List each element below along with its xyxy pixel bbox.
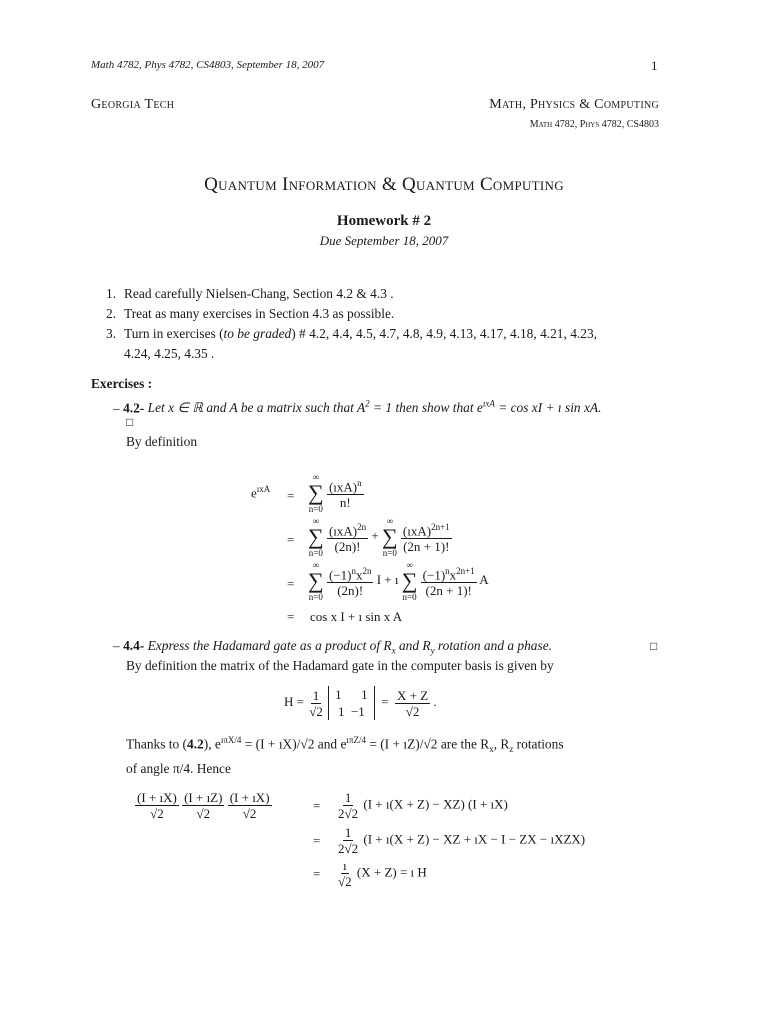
equals-sign: =: [287, 488, 295, 503]
equation-line-2: ∞ ∑ n=0 $\frac{(ıxA)^{2n}}{(2n)!}$ + ∞ ∑ n=0 $\frac{(ıxA)^{2n+1}}{(2n + 1)!}$: [308, 516, 450, 558]
equation-lhs: $e^{ıxA}$: [251, 484, 271, 501]
list-item: 2. Treat as many exercises in Section 4.3 as possible.: [106, 306, 395, 321]
equals-sign: =: [287, 609, 295, 624]
due-date: Due September 18, 2007: [319, 233, 449, 248]
institution: Georgia Tech: [91, 97, 175, 112]
department: Math, Physics & Computing: [489, 97, 659, 112]
product-lhs: $\frac{(I + ıX)}{√2}$ $\frac{(I + ıZ)}{√2}$ $\frac{(I + ıX)}{√2}$: [137, 790, 270, 821]
product-line-3: $\frac{ı}{√2}$ (X + Z) = ı H: [338, 858, 427, 889]
exercise-4-2-statement: – 4.2- Let x ∈ ℝ and A be a matrix such that $A^2 = 1$ then show that $e^{ıxA} = \cos$ xI + ı sin xA.: [113, 399, 602, 416]
list-item: 1. Read carefully Nielsen-Chang, Section 4.2 & 4.3 .: [106, 286, 394, 301]
product-line-1: $\frac{1}{2√2}$ (I + ı(X + Z) − XZ) (I + ıX): [338, 790, 508, 821]
running-head: Math 4782, Phys 4782, CS4803, September 18, 2007: [91, 59, 325, 71]
qed-symbol: □: [650, 639, 658, 653]
equals-sign: =: [313, 798, 321, 813]
equals-sign: =: [287, 532, 295, 547]
equation-line-1: ∞ ∑ n=0 $\frac{(ıxA)^n}{n!}$: [308, 472, 362, 514]
exercises-heading: Exercises :: [91, 376, 153, 391]
equals-sign: =: [313, 866, 321, 881]
hadamard-definition-text: By definition the matrix of the Hadamard gate in the computer basis is given by: [126, 658, 554, 673]
equation-line-4: cos x I + ı sin x A: [310, 609, 403, 624]
exercise-4-4-statement: – 4.4- Express the Hadamard gate as a product of $R_x$ and $R_y$ rotation and a phase.: [113, 638, 552, 656]
list-item: 3. Turn in exercises (to be graded) # 4.2, 4.4, 4.5, 4.7, 4.8, 4.9, 4.13, 4.17, 4.18, 4.21, 4.23, 4.24, 4.25, 4.35 .: [106, 326, 597, 361]
page-number: 1: [651, 58, 658, 73]
equals-sign: =: [287, 576, 295, 591]
equals-sign: =: [313, 833, 321, 848]
hadamard-matrix-equation: H = $\frac{1}{√2}$ 1 1 1 −1 = $\frac{X + Z}{√2}$ .: [284, 687, 437, 719]
by-definition-text: By definition: [126, 434, 198, 449]
homework-number: Homework # 2: [336, 213, 432, 229]
course-codes: Math 4782, Phys 4782, CS4803: [529, 119, 659, 130]
equation-line-3: ∞ ∑ n=0 $\frac{(-1)^nx^{2n}}{(2n)!}$ I + ı ∞ ∑ n=0 $\frac{(-1)^nx^{2n+1}}{(2n + 1)!}$ A: [308, 560, 489, 602]
rotation-explanation: Thanks to (4.2), $e^{ı\pi X/4} = (I$ + ıX)/√2 and $e^{ı\pi Z/4} = (I$ + ıZ)/√2 are the $R_x$, $R_z$ rotations of angle π/4. Hence: [126, 735, 564, 777]
document-title: Quantum Information & Quantum Computing: [204, 174, 564, 195]
product-line-2: $\frac{1}{2√2}$ (I + ı(X + Z) − XZ + ıX − I − ZX − ıXZX): [338, 825, 586, 856]
task-list: [106, 284, 662, 364]
qed-symbol: □: [126, 415, 134, 429]
